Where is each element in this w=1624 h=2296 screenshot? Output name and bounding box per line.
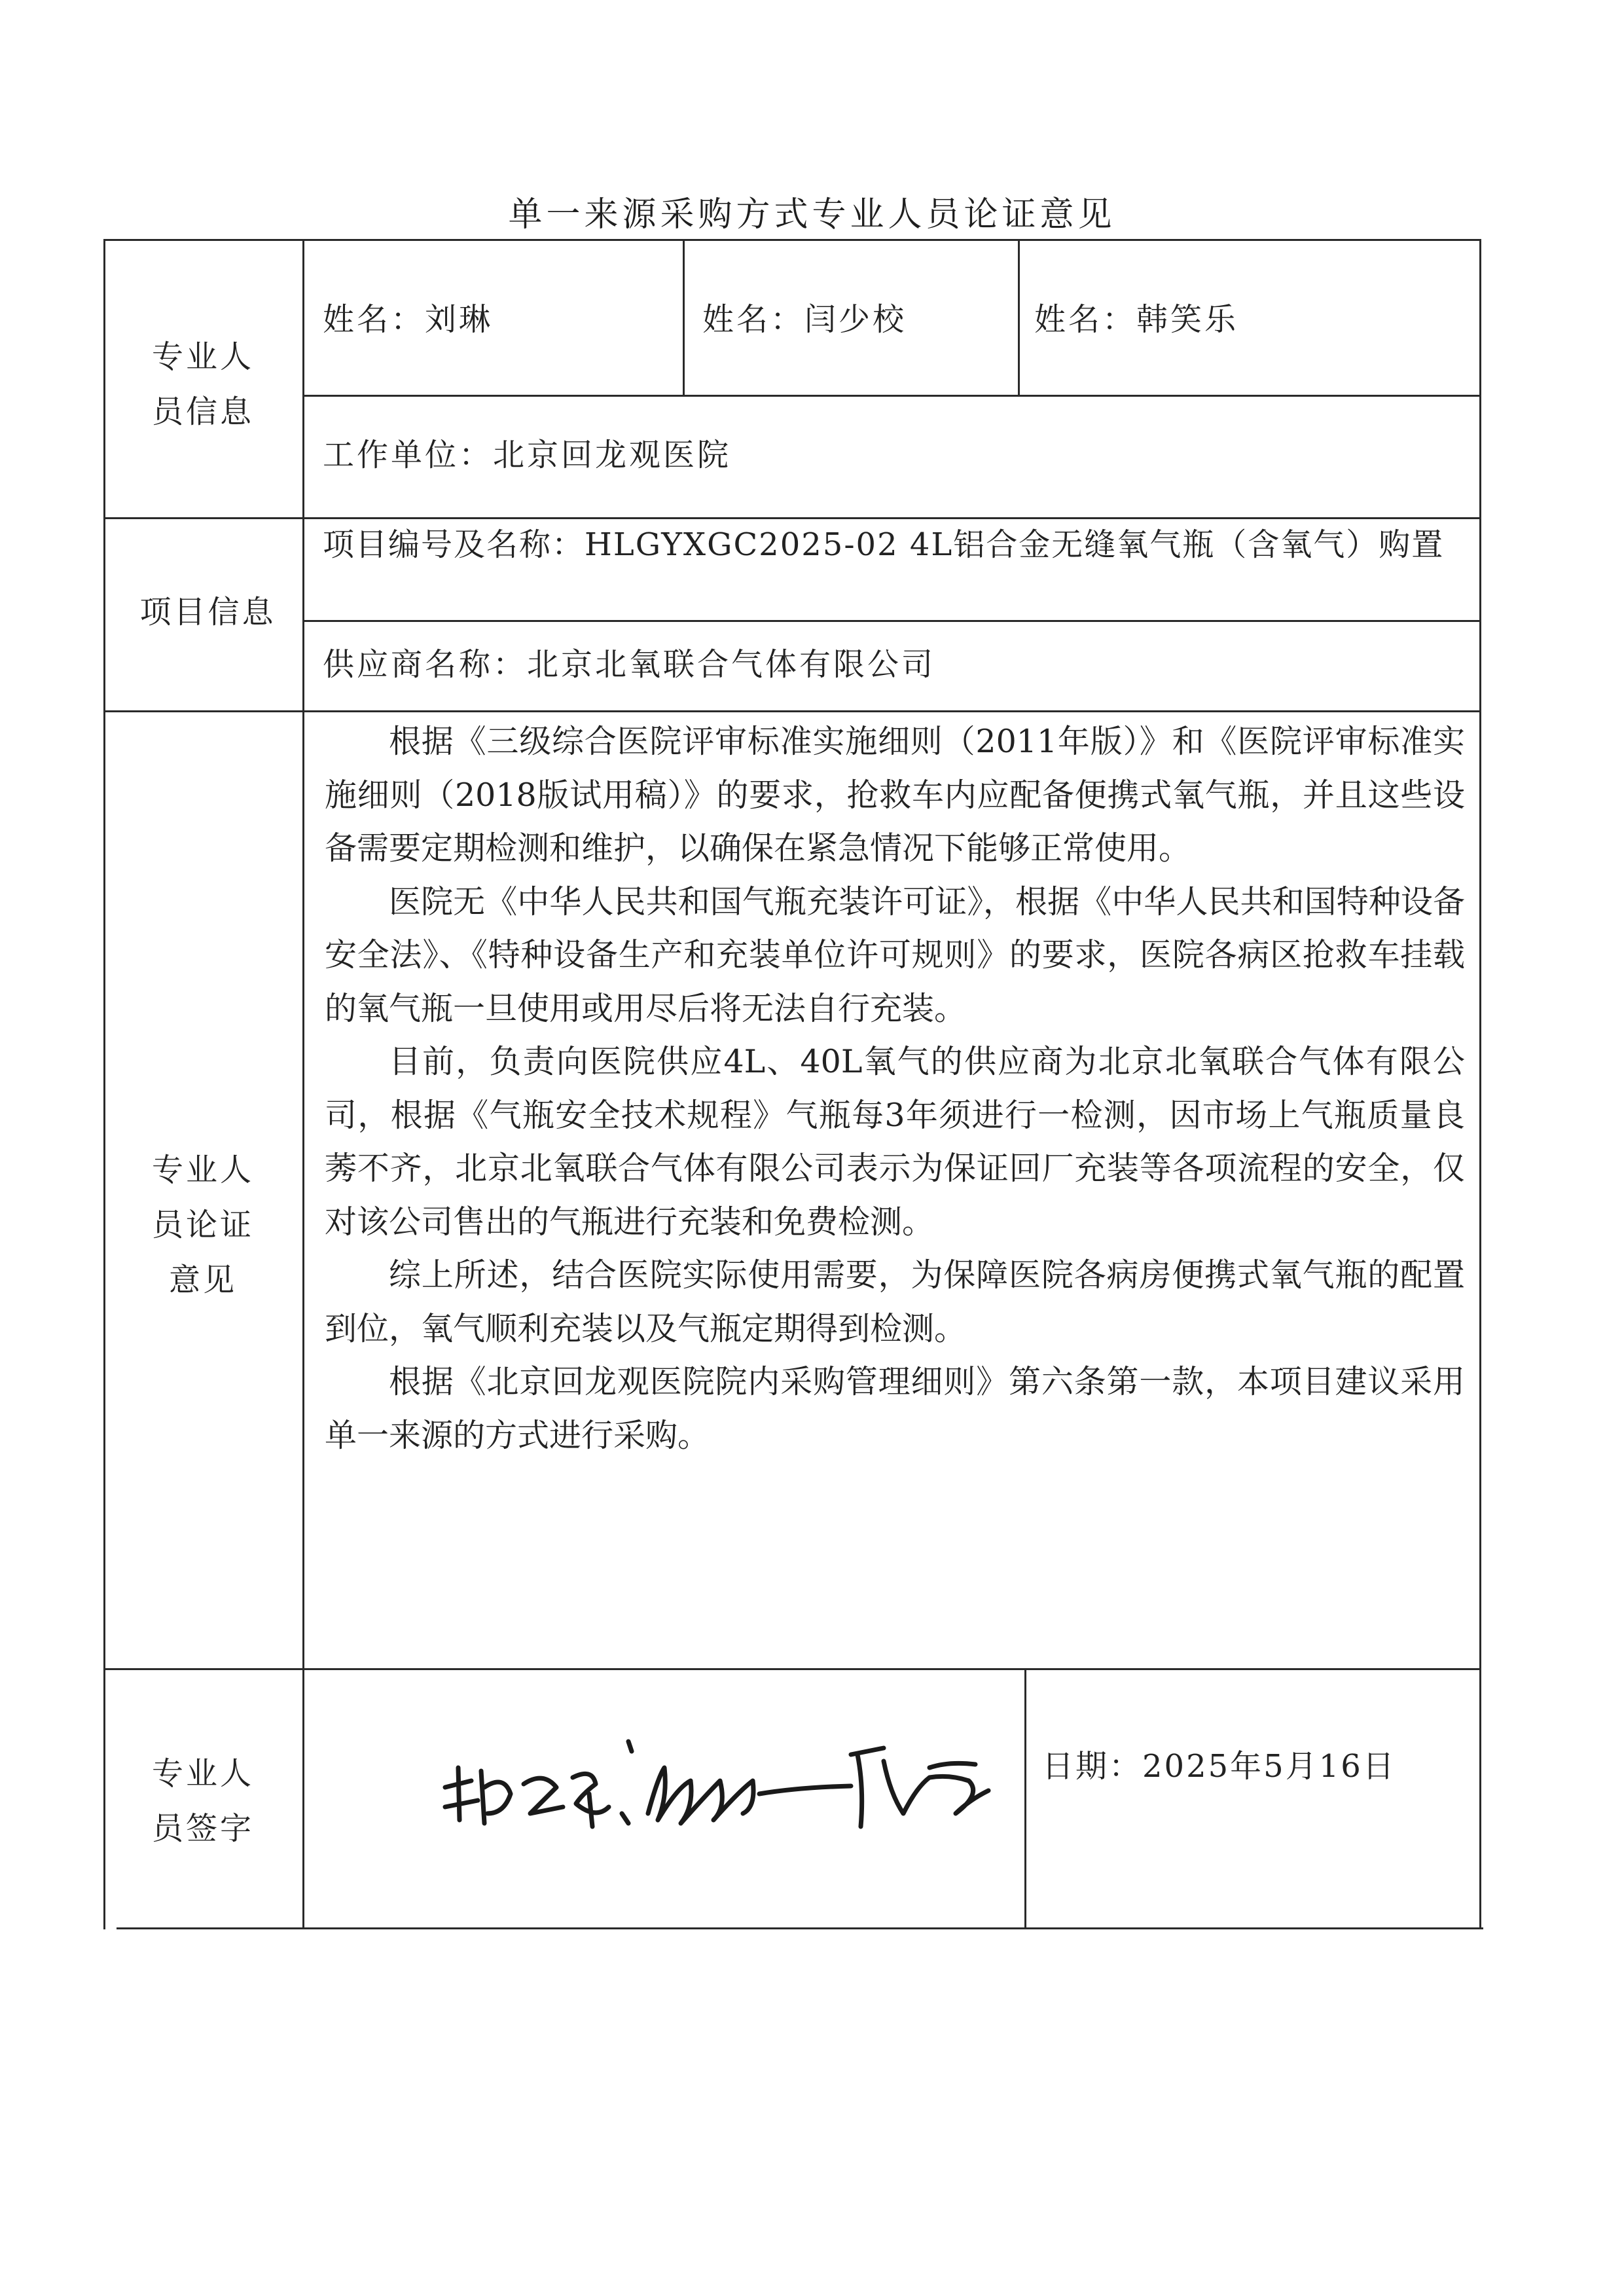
table-border-right (1479, 239, 1481, 1929)
opinion-paragraph-1: 根据《三级综合医院评审标准实施细则（2011年版）》和《医院评审标准实施细则（2018版试用稿）》的要求，抢救车内应配备便携式氧气瓶，并且这些设备需要定期检测和维护，以确保在紧急情况下能够正常使用。 (325, 723, 1465, 867)
label-column-divider (302, 239, 304, 1929)
table-border-left (103, 239, 105, 1929)
personnel-label-text: 专业人员信息 (151, 338, 254, 430)
opinion-paragraph-2: 医院无《中华人民共和国气瓶充装许可证》，根据《中华人民共和国特种设备安全法》、《特种设备生产和充装单位许可规则》的要求，医院各病区抢救车挂载的氧气瓶一旦使用或用尽后将无法自行充装。 (325, 883, 1465, 1027)
project-row-divider (302, 620, 1481, 622)
personnel-name-2: 姓名：闫少校 (702, 301, 907, 338)
table-border-top (103, 239, 1481, 241)
personnel-name-1: 姓名：刘琳 (323, 301, 494, 338)
personnel-name-3: 姓名：韩笑乐 (1034, 301, 1239, 338)
project-label (115, 592, 301, 632)
opinion-paragraph-3: 目前，负责向医院供应4L、40L氧气的供应商为北京北氧联合气体有限公司，根据《气瓶安全技术规程》气瓶每3年须进行一检测，因市场上气瓶质量良莠不齐，北京北氧联合气体有限公司表示为保证回厂充装等各项流程的安全，仅对该公司售出的气瓶进行充装和免费检测。 (325, 1043, 1465, 1241)
project-label-text: 项目信息 (139, 594, 276, 630)
signature-label-text: 专业人员签字 (151, 1755, 254, 1847)
opinion-label-text: 专业人员论证意见 (151, 1152, 254, 1298)
project-number-and-name: 项目编号及名称：HLGYXGC2025-02 4L铝合金无缝氧气瓶（含氧气）购置 (323, 526, 1445, 563)
opinion-paragraph-5: 根据《北京回龙观医院院内采购管理细则》第六条第一款，本项目建议采用单一来源的方式进行采购。 (325, 1363, 1465, 1454)
document-title: 单一来源采购方式专业人员论证意见 (508, 195, 1116, 234)
name-column-divider-1 (683, 239, 685, 396)
opinion-body (325, 715, 1465, 1462)
section-divider-3 (103, 1668, 1481, 1670)
name-column-divider-2 (1018, 239, 1020, 396)
workplace: 工作单位：北京回龙观医院 (323, 437, 732, 473)
supplier-name: 供应商名称：北京北氧联合气体有限公司 (323, 646, 936, 683)
handwritten-signatures (432, 1715, 1047, 1859)
personnel-label (131, 329, 275, 439)
signature-label (131, 1746, 275, 1856)
opinion-label (131, 1142, 275, 1307)
signature-date: 日期：2025年5月16日 (1042, 1748, 1396, 1785)
table-border-bottom (117, 1927, 1483, 1929)
opinion-paragraph-4: 综上所述，结合医院实际使用需要，为保障医院各病房便携式氧气瓶的配置到位，氧气顺利充装以及气瓶定期得到检测。 (325, 1256, 1465, 1347)
names-row-divider (302, 395, 1481, 397)
section-divider-2 (103, 710, 1481, 712)
